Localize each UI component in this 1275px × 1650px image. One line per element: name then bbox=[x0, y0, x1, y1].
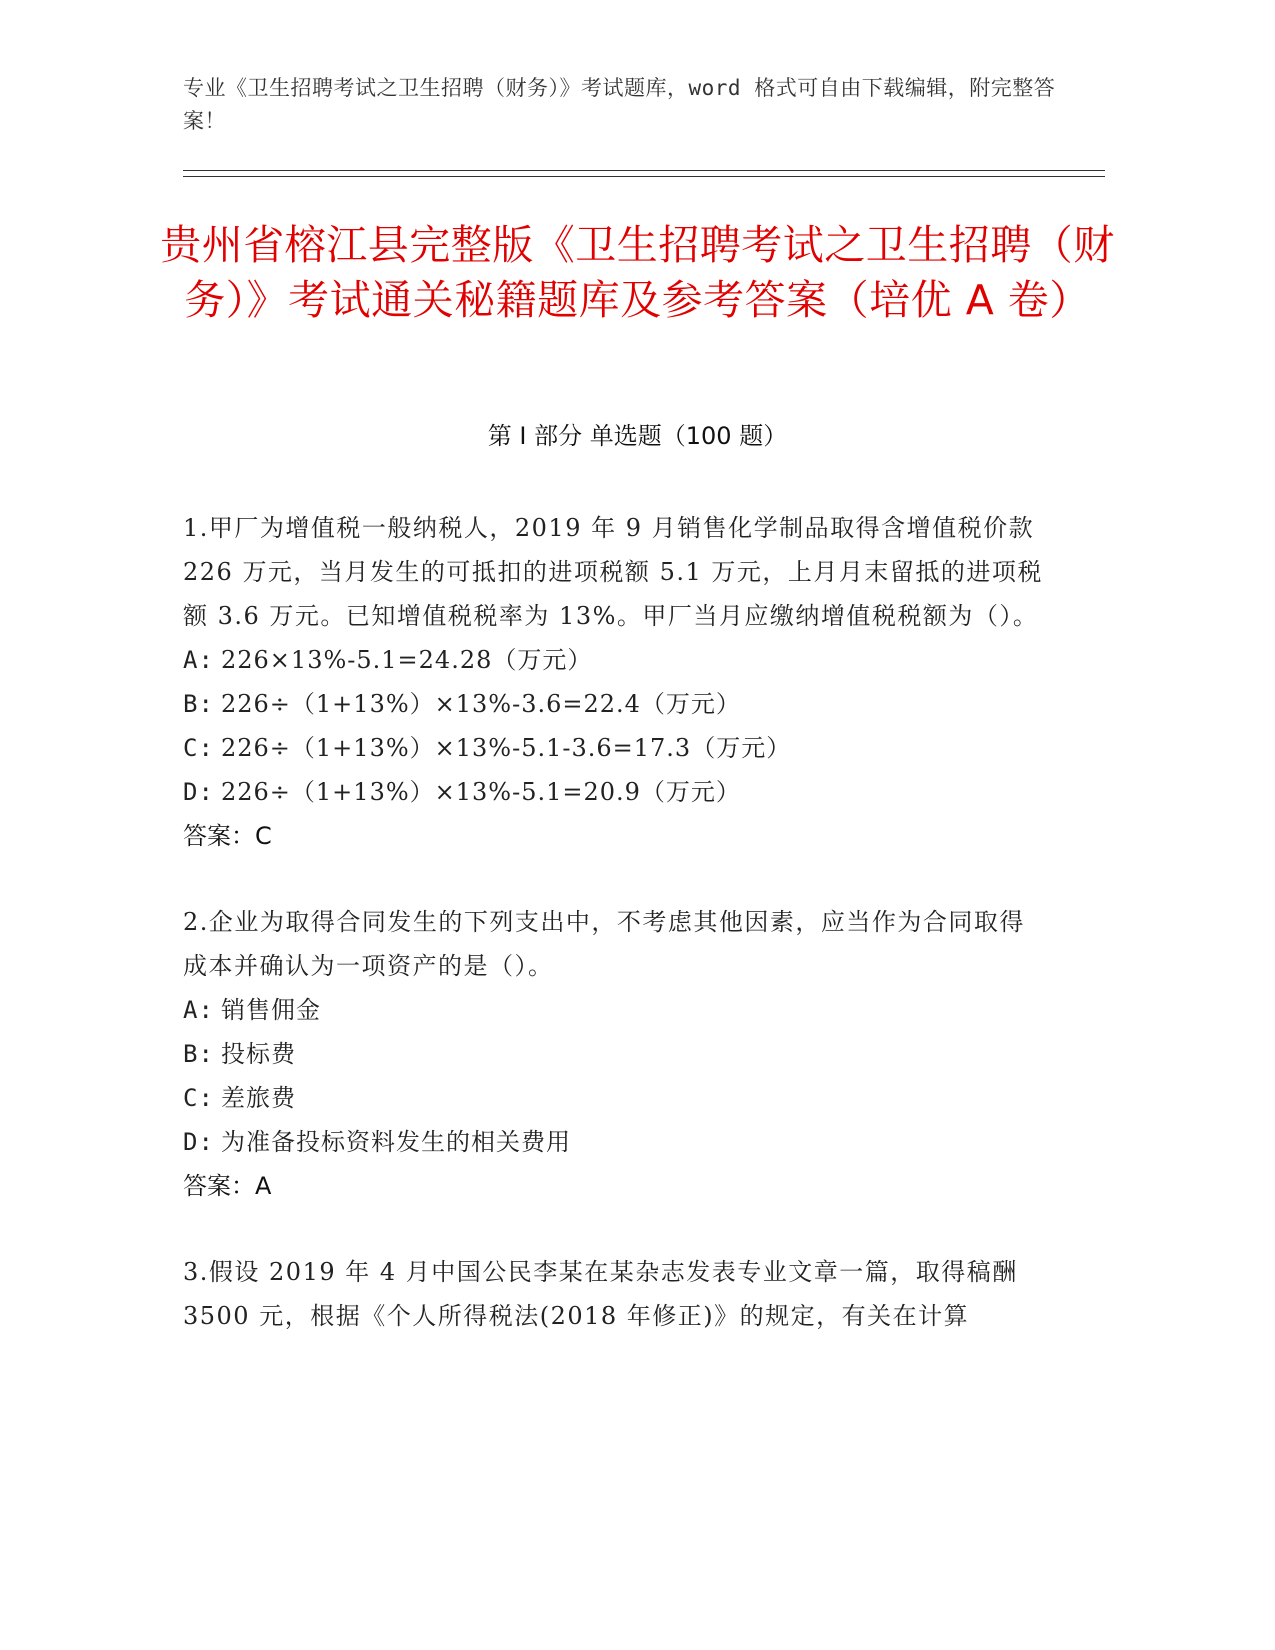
option-key: A: bbox=[183, 646, 214, 674]
option-text: 为准备投标资料发生的相关费用 bbox=[221, 1128, 571, 1156]
option-b bbox=[183, 1032, 1043, 1076]
option-text: 投标费 bbox=[221, 1040, 296, 1068]
option-key: A: bbox=[183, 996, 214, 1024]
option-d bbox=[183, 770, 1043, 814]
option-key: B: bbox=[183, 690, 214, 718]
option-b bbox=[183, 682, 1043, 726]
option-key: C: bbox=[183, 1084, 214, 1112]
answer-line: 答案：A bbox=[183, 1172, 272, 1200]
answer-line: 答案：C bbox=[183, 822, 272, 850]
option-c bbox=[183, 726, 1043, 770]
option-key: D: bbox=[183, 778, 214, 806]
question-1 bbox=[183, 506, 1043, 858]
question-stem: 1.甲厂为增值税一般纳税人，2019 年 9 月销售化学制品取得含增值税价款 226 万元，当月发生的可抵扣的进项税额 5.1 万元，上月月末留抵的进项税额 3.6 万元。已知增值税税率为 13%。甲厂当月应缴纳增值税税额为（）。 bbox=[183, 514, 1043, 630]
option-a bbox=[183, 988, 1043, 1032]
question-list bbox=[183, 506, 1043, 1380]
option-key: D: bbox=[183, 1128, 214, 1156]
option-key: C: bbox=[183, 734, 214, 762]
option-d bbox=[183, 1120, 1043, 1164]
option-text: 226÷（1+13%）×13%-3.6=22.4（万元） bbox=[221, 690, 741, 718]
option-text: 差旅费 bbox=[221, 1084, 296, 1112]
option-text: 226÷（1+13%）×13%-5.1-3.6=17.3（万元） bbox=[221, 734, 792, 762]
document-title: 贵州省榕江县完整版《卫生招聘考试之卫生招聘（财务）》考试通关秘籍题库及参考答案（培优 A 卷） bbox=[160, 221, 1115, 324]
option-text: 226÷（1+13%）×13%-5.1=20.9（万元） bbox=[221, 778, 741, 806]
option-text: 226×13%-5.1=24.28（万元） bbox=[221, 646, 593, 674]
header-note: 专业《卫生招聘考试之卫生招聘（财务）》考试题库，word 格式可自由下载编辑，附完整答案！ bbox=[183, 76, 1056, 133]
option-a bbox=[183, 638, 1043, 682]
question-stem: 3.假设 2019 年 4 月中国公民李某在某杂志发表专业文章一篇，取得稿酬 3500 元，根据《个人所得税法(2018 年修正)》的规定，有关在计算 bbox=[183, 1258, 1018, 1330]
option-text: 销售佣金 bbox=[221, 996, 321, 1024]
option-key: B: bbox=[183, 1040, 214, 1068]
header-divider-top bbox=[183, 170, 1105, 171]
section-title: 第 I 部分 单选题（100 题） bbox=[487, 422, 788, 450]
question-stem: 2.企业为取得合同发生的下列支出中，不考虑其他因素，应当作为合同取得成本并确认为一项资产的是（）。 bbox=[183, 908, 1025, 980]
question-2 bbox=[183, 900, 1043, 1208]
option-c bbox=[183, 1076, 1043, 1120]
question-3 bbox=[183, 1250, 1043, 1338]
header-divider-bottom bbox=[183, 176, 1105, 177]
